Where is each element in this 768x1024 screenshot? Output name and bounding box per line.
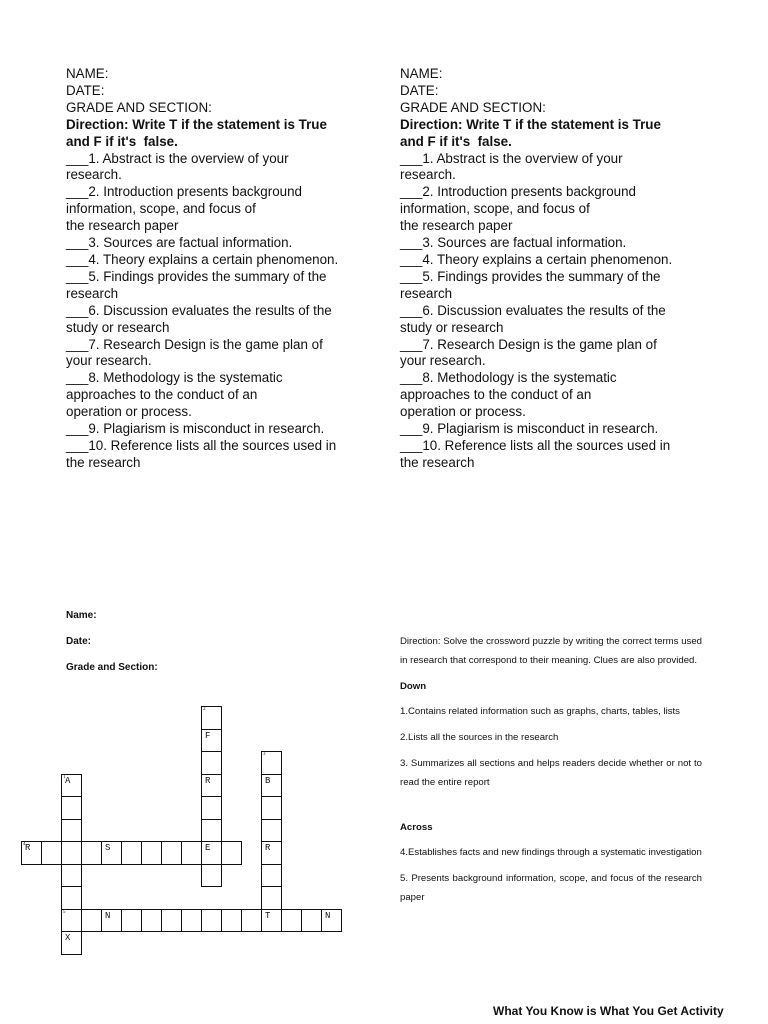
quiz-item-line: research [400,285,453,301]
crossword-cell-letter: X [65,933,71,943]
quiz-item-line: research. [66,167,122,183]
crossword-cell[interactable] [261,864,282,888]
crossword-cell-letter: S [105,843,111,853]
direction-line: Direction: Write T if the statement is True [400,116,661,132]
across-clue: 4.Establishes facts and new findings through a systematic investigation [400,847,702,859]
activity-title: What You Know is What You Get Activity [493,1004,724,1018]
crossword-cell[interactable] [201,864,222,888]
crossword-cell[interactable] [61,864,82,888]
quiz-item-line: ___10. Reference lists all the sources used in [400,437,671,453]
quiz-item-line: the research [400,454,475,470]
down-clue: 3. Summarizes all sections and helps readers decide whether or not to read the entire report [400,757,702,788]
quiz-item-line: information, scope, and focus of [66,201,256,217]
quiz-item-line: ___6. Discussion evaluates the results of the [66,302,332,318]
crossword-cell[interactable] [301,909,322,933]
crossword-cell[interactable] [161,841,182,865]
crossword-name-label: Name: [66,610,97,621]
crossword-cell-letter: A [65,775,71,786]
crossword-cell-letter: R [265,843,271,853]
crossword-cell[interactable] [121,841,142,865]
quiz-item-line: the research [66,454,141,470]
quiz-item-line: the research paper [400,218,513,234]
crossword-cell[interactable] [141,841,162,865]
crossword-cell[interactable] [61,886,82,910]
quiz-item-line: ___1. Abstract is the overview of your [66,150,289,166]
quiz-item-line: the research paper [66,218,179,234]
quiz-item-line: ___8. Methodology is the systematic [400,370,617,386]
down-clue: 1.Contains related information such as graphs, charts, tables, lists [400,706,680,718]
quiz-item-line: ___8. Methodology is the systematic [66,370,283,386]
quiz-item-line: ___7. Research Design is the game plan of [400,336,657,352]
quiz-item-line: research [66,285,119,301]
quiz-item-line: ___5. Findings provides the summary of the [400,268,661,284]
crossword-cell[interactable] [201,774,222,798]
crossword-cell-letter: R [25,843,31,853]
quiz-item-line: ___6. Discussion evaluates the results of the [400,302,666,318]
crossword-cell[interactable] [81,841,102,865]
crossword-cell-number: 3 [263,752,266,757]
crossword-cell[interactable] [61,796,82,820]
direction-line: and F if it's false. [400,133,512,149]
crossword-cell[interactable] [321,909,342,933]
quiz-item-line: ___5. Findings provides the summary of the [66,268,327,284]
crossword-cell-letter: E [205,843,211,853]
crossword-cell-number: 2 [203,707,206,712]
crossword-cell-number: 5 [63,909,66,915]
crossword-cell[interactable] [221,909,242,933]
quiz-item-line: approaches to the conduct of an [66,387,258,403]
quiz-item-line: ___4. Theory explains a certain phenomenon. [66,251,339,267]
quiz-item-line: your research. [66,353,152,369]
crossword-cell[interactable] [261,819,282,843]
crossword-cell[interactable] [101,909,122,933]
crossword-cell[interactable] [41,841,62,865]
crossword-cell[interactable] [201,796,222,820]
crossword-date-label: Date: [66,636,92,647]
crossword-cell[interactable] [61,909,82,933]
crossword-cell[interactable] [261,751,282,775]
across-clue: 5. Presents background information, scope, and focus of the research paper [400,873,702,903]
crossword-cell[interactable] [281,909,302,933]
crossword-cell[interactable] [261,796,282,820]
date-label: DATE: [400,82,439,98]
crossword-cell[interactable] [241,909,262,933]
quiz-item-line: information, scope, and focus of [400,201,590,217]
quiz-item-line: operation or process. [66,404,192,420]
direction-line: and F if it's false. [66,133,178,149]
crossword-cell-letter: N [325,910,331,921]
crossword-cell[interactable] [101,841,122,865]
crossword-cell[interactable] [201,729,222,753]
crossword-cell-letter: F [205,730,211,741]
quiz-item-line: ___3. Sources are factual information. [400,235,627,251]
name-label: NAME: [400,66,443,81]
crossword-cell[interactable] [141,909,162,933]
crossword-cell[interactable] [201,706,222,730]
crossword-cell[interactable] [81,909,102,933]
crossword-cell[interactable] [61,819,82,843]
crossword-cell-number: 4 [23,842,26,847]
crossword-cell[interactable] [181,909,202,933]
crossword-cell-letter: T [265,910,271,921]
crossword-cell-letter: N [105,910,111,921]
direction-line: Direction: Write T if the statement is True [66,116,327,132]
crossword-cell-letter: R [205,775,211,786]
crossword-cell[interactable] [201,841,222,865]
crossword-cell[interactable] [261,886,282,910]
crossword-cell[interactable] [61,931,82,955]
quiz-item-line: operation or process. [400,404,526,420]
crossword-cell-number: 1 [63,774,66,780]
crossword-cell[interactable] [261,774,282,798]
crossword-cell[interactable] [121,909,142,933]
down-clue: 2.Lists all the sources in the research [400,732,559,744]
crossword-cell[interactable] [181,841,202,865]
crossword-cell[interactable] [61,841,82,865]
quiz-item-line: ___4. Theory explains a certain phenomenon. [400,251,673,267]
quiz-item-line: approaches to the conduct of an [400,387,592,403]
crossword-cell[interactable] [201,751,222,775]
crossword-cell[interactable] [201,819,222,843]
crossword-cell-letter: B [265,775,271,786]
down-heading: Down [400,680,427,692]
crossword-cell[interactable] [21,841,42,865]
grade-section-label: GRADE AND SECTION: [66,99,212,115]
across-heading: Across [400,821,433,833]
quiz-item-line: ___10. Reference lists all the sources used in [66,437,337,453]
crossword-instructions [400,633,702,908]
crossword-cell[interactable] [261,909,282,933]
quiz-item-line: ___2. Introduction presents background [400,184,636,200]
crossword-cell[interactable] [61,774,82,798]
crossword-cell[interactable] [201,909,222,933]
quiz-item-line: ___7. Research Design is the game plan of [66,336,323,352]
grade-section-label: GRADE AND SECTION: [400,99,546,115]
crossword-cell[interactable] [161,909,182,933]
crossword-cell[interactable] [221,841,242,865]
crossword-cell[interactable] [261,841,282,865]
quiz-item-line: your research. [400,353,486,369]
quiz-item-line: ___3. Sources are factual information. [66,235,293,251]
quiz-item-line: ___2. Introduction presents background [66,184,302,200]
name-label: NAME: [66,66,109,81]
date-label: DATE: [66,82,105,98]
quiz-item-line: ___9. Plagiarism is misconduct in research. [66,421,325,437]
quiz-item-line: ___9. Plagiarism is misconduct in research. [400,421,659,437]
quiz-item-line: research. [400,167,456,183]
quiz-item-line: study or research [400,319,504,335]
quiz-item-line: study or research [66,319,170,335]
quiz-item-line: ___1. Abstract is the overview of your [400,150,623,166]
crossword-grade-label: Grade and Section: [66,662,158,673]
crossword-direction: Direction: Solve the crossword puzzle by writing the correct terms used in research that correspond to their meaning. Clues are also provided. [400,636,702,666]
